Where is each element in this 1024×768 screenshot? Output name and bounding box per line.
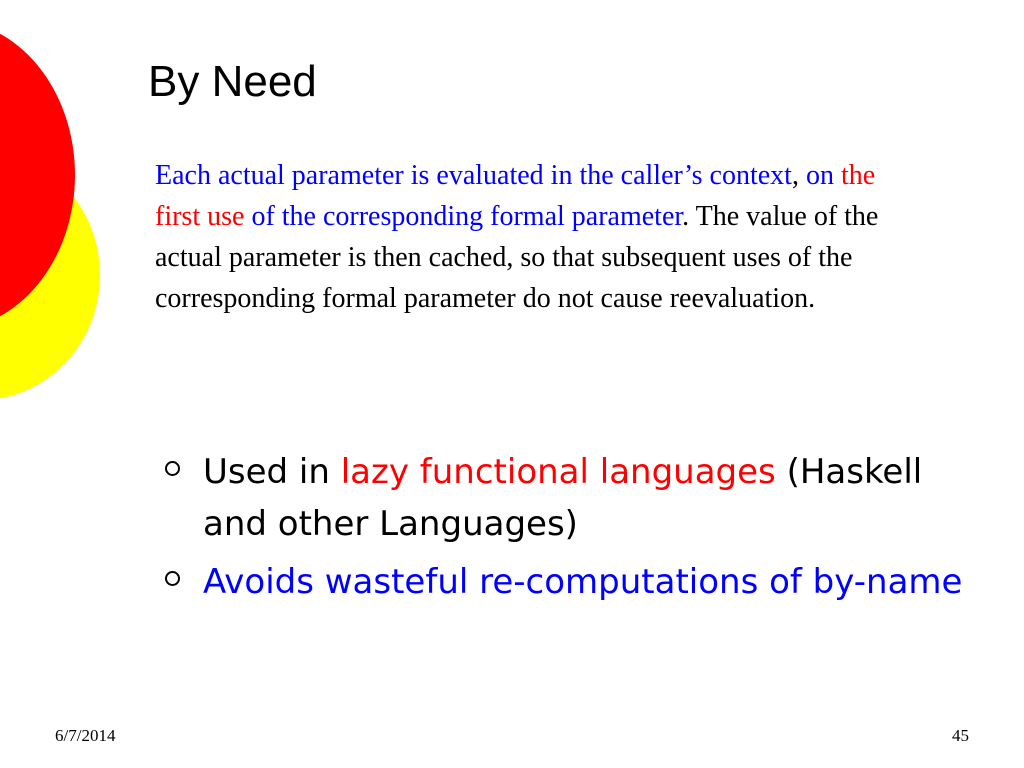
definition-text-context: Each actual parameter is evaluated in the caller’s context [155,160,792,191]
bullet-text-haskell: (Haskell and other Languages) [203,452,923,544]
bullet-text-avoids: Avoids wasteful re-computations of by-name [203,562,963,602]
definition-text-caching: . The value of the actual parameter is then cached, so that subsequent uses of the corresponding formal parameter do not cause reevaluation. [155,201,879,314]
bullet-item-lazy-languages [165,446,965,550]
footer-date: 6/7/2014 [55,726,116,745]
definition-text-on: on [805,160,841,191]
definition-comma: , [791,160,806,191]
definition-text-formal-parameter: of the corresponding formal parameter [244,201,683,232]
hollow-circle-bullet-icon [165,571,180,586]
slide-number: 45 [952,726,969,745]
definition-highlight-first-use: the first use [155,160,876,232]
slide-title: By Need [148,57,317,106]
hollow-circle-bullet-icon [165,461,180,476]
bullet-list [165,446,965,614]
definition-paragraph [155,155,890,319]
bullet-item-avoids-recomputation [165,556,965,608]
bullet-text-used-in: Used in [203,452,341,492]
bullet-highlight-lazy-functional: lazy functional languages [340,452,776,492]
